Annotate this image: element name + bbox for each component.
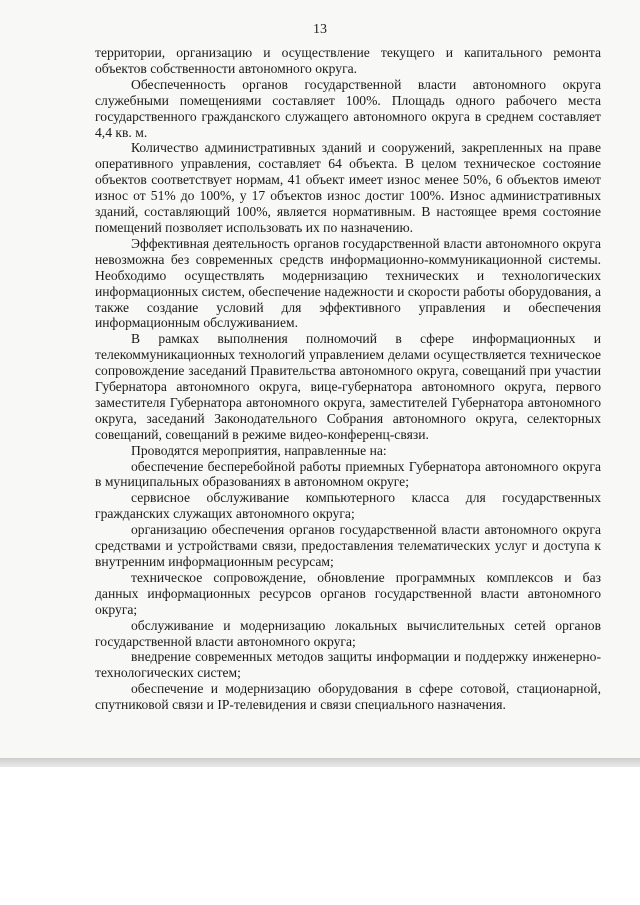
list-item: обеспечение бесперебойной работы приемных Губернатора автономного округа в муниципальных образованиях в автономном округе; (95, 458, 601, 490)
list-item: обеспечение и модернизацию оборудования в сфере сотовой, стационарной, спутниковой связи и IP-телевидения и связи специального назначения. (95, 681, 601, 713)
paragraph: Количество административных зданий и сооружений, закрепленных на праве оперативного управления, составляет 64 объекта. В целом техническое состояние объектов соответствует нормам, 41 объект имеет износ менее 50%, 6 объектов имеют износ от 51% до 100%, у 17 объектов износ достиг 100%. Износ административных зданий, составляющий 100%, является нормативным. В настоящее время состояние помещений позволяет использовать их по назначению. (95, 140, 601, 235)
list-item: техническое сопровождение, обновление программных комплексов и баз данных информационных ресурсов органов государственной власти автономного округа; (95, 569, 601, 617)
paragraph: Обеспеченность органов государственной власти автономного округа служебными помещениями составляет 100%. Площадь одного рабочего места государственного гражданского служащего автономного округа в среднем составляет 4,4 кв. м. (95, 76, 601, 140)
paragraph: Эффективная деятельность органов государственной власти автономного округа невозможна без современных средств информационно-коммуникационной системы. Необходимо осуществлять модернизацию технических и технологических информационных систем, обеспечение надежности и скорости работы оборудования, а также создание условий для эффективного управления и обеспечения информационным обслуживанием. (95, 235, 601, 331)
body-text (95, 45, 601, 713)
page-number: 13 (313, 22, 327, 37)
paragraph: В рамках выполнения полномочий в сфере информационных и телекоммуникационных технологий управлением делами осуществляется техническое сопровождение заседаний Правительства автономного округа, совещаний при участии Губернатора автономного округа, вице-губернатора автономного округа, первого заместителя Губернатора автономного округа, заместителей Губернатора автономного округа, заседаний Законодательного Собрания автономного округа, селекторных совещаний, совещаний в режиме видео-конференц-связи. (95, 331, 601, 442)
scan-edge-shadow (0, 758, 640, 767)
list-item: сервисное обслуживание компьютерного класса для государственных гражданских служащих автономного округа; (95, 490, 601, 522)
list-item: внедрение современных методов защиты информации и поддержку инженерно-технологических систем; (95, 649, 601, 681)
list-item: обслуживание и модернизацию локальных вычислительных сетей органов государственной власти автономного округа; (95, 617, 601, 649)
list-item: организацию обеспечения органов государственной власти автономного округа средствами и устройствами связи, предоставления телематических услуг и доступа к внутренним информационным ресурсам; (95, 522, 601, 569)
paragraph: территории, организацию и осуществление текущего и капитального ремонта объектов собственности автономного округа. (95, 45, 601, 76)
paragraph: Проводятся мероприятия, направленные на: (131, 442, 387, 458)
